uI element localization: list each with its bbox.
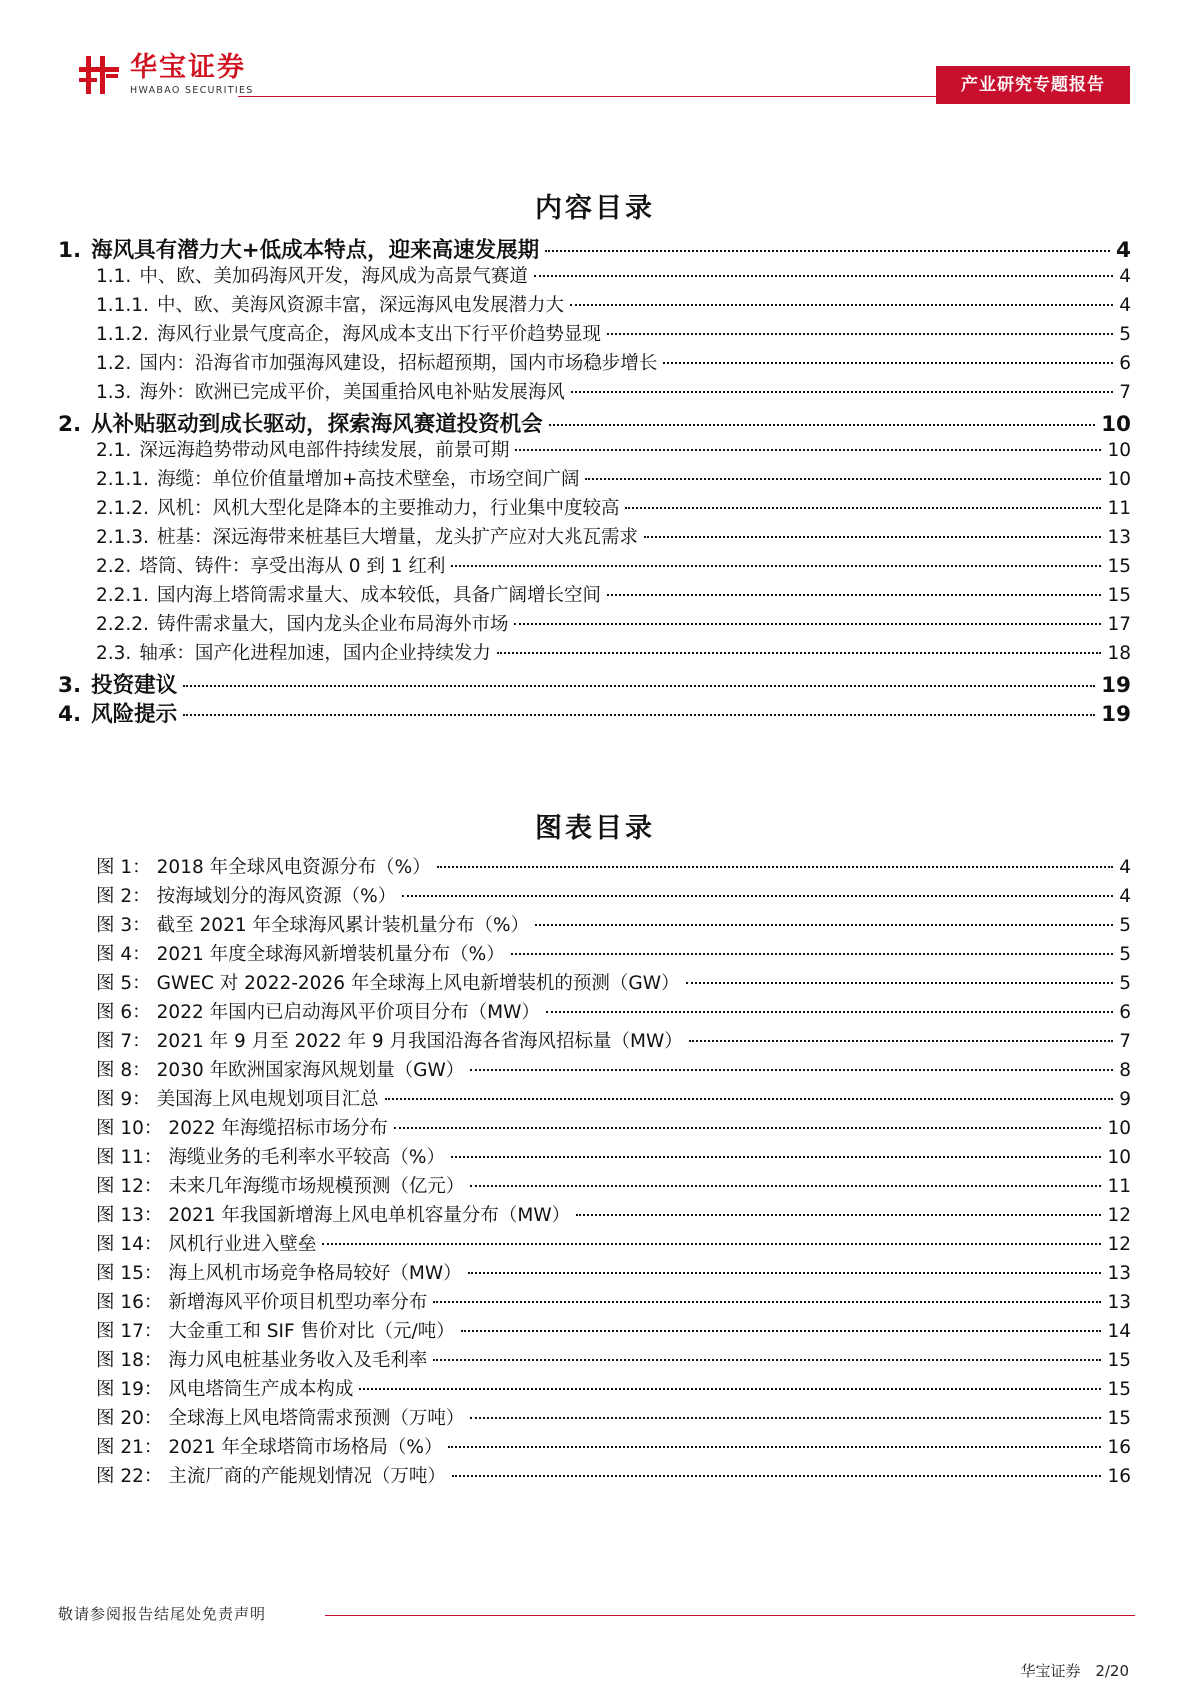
dot-leader: [689, 1040, 1113, 1042]
figure-entry[interactable]: [96, 1230, 1131, 1256]
entry-number: 图 9：: [96, 1089, 151, 1110]
entry-page-number: 13: [1107, 1263, 1131, 1284]
toc-entry[interactable]: [96, 610, 1131, 636]
entry-title: 2030 年欧洲国家海风规划量（GW）: [156, 1060, 465, 1081]
toc-entry[interactable]: [96, 639, 1131, 665]
entry-title: 国内：沿海省市加强海风建设，招标超预期，国内市场稳步增长: [139, 353, 658, 374]
entry-page-number: 8: [1119, 1060, 1131, 1081]
entry-title: 海缆：单位价值量增加+高技术壁垒，市场空间广阔: [156, 469, 580, 490]
entry-page-number: 6: [1119, 353, 1131, 374]
entry-page-number: 15: [1107, 1379, 1131, 1400]
figure-entry[interactable]: [96, 1172, 1131, 1198]
entry-number: 1.: [58, 238, 82, 263]
entry-page-number: 10: [1101, 412, 1131, 437]
entry-number: 1.1.: [96, 266, 132, 287]
entry-title: 海力风电桩基业务收入及毛利率: [168, 1350, 428, 1371]
entry-page-number: 7: [1119, 382, 1131, 403]
dot-leader: [625, 507, 1101, 509]
dot-leader: [183, 714, 1095, 716]
entry-number: 2.3.: [96, 643, 132, 664]
entry-number: 2.2.2.: [96, 614, 149, 635]
entry-page-number: 9: [1119, 1089, 1131, 1110]
entry-number: 图 21：: [96, 1437, 163, 1458]
entry-page-number: 4: [1119, 266, 1131, 287]
entry-number: 图 14：: [96, 1234, 163, 1255]
logo-name-cn: 华宝证券: [130, 52, 246, 83]
entry-number: 2.1.2.: [96, 498, 149, 519]
dot-leader: [385, 1098, 1114, 1100]
entry-title: 国内海上塔筒需求量大、成本较低，具备广阔增长空间: [156, 585, 601, 606]
figure-entry[interactable]: [96, 1201, 1131, 1227]
entry-number: 图 8：: [96, 1060, 151, 1081]
entry-title: 2018 年全球风电资源分布（%）: [156, 857, 431, 878]
dot-leader: [686, 982, 1114, 984]
toc-entry[interactable]: [58, 668, 1131, 699]
entry-page-number: 15: [1107, 556, 1131, 577]
entry-title: 海风行业景气度高企，海风成本支出下行平价趋势显现: [156, 324, 601, 345]
entry-page-number: 11: [1107, 1176, 1131, 1197]
entry-title: 海外：欧洲已完成平价，美国重拾风电补贴发展海风: [139, 382, 565, 403]
disclaimer-note: 敬请参阅报告结尾处免责声明: [58, 1605, 267, 1623]
entry-number: 图 2：: [96, 886, 151, 907]
figure-entry[interactable]: [96, 1317, 1131, 1343]
entry-page-number: 12: [1107, 1234, 1131, 1255]
dot-leader: [546, 1011, 1113, 1013]
toc-entry[interactable]: [96, 291, 1131, 317]
entry-title: 风电塔筒生产成本构成: [168, 1379, 354, 1400]
dot-leader: [514, 623, 1101, 625]
toc-entry[interactable]: [96, 552, 1131, 578]
toc-entry[interactable]: [96, 349, 1131, 375]
entry-title: 按海域划分的海风资源（%）: [156, 886, 397, 907]
entry-number: 图 10：: [96, 1118, 163, 1139]
figure-entry[interactable]: [96, 1462, 1131, 1488]
entry-page-number: 19: [1101, 702, 1131, 727]
dot-leader: [545, 250, 1110, 252]
footer-company: 华宝证券: [1020, 1662, 1081, 1680]
entry-number: 图 7：: [96, 1031, 151, 1052]
dot-leader: [433, 1301, 1101, 1303]
entry-page-number: 14: [1107, 1321, 1131, 1342]
entry-title: 轴承：国产化进程加速，国内企业持续发力: [139, 643, 491, 664]
entry-title: 2021 年度全球海风新增装机量分布（%）: [156, 944, 505, 965]
toc-entry[interactable]: [96, 581, 1131, 607]
dot-leader: [448, 1446, 1101, 1448]
entry-title: 截至 2021 年全球海风累计装机量分布（%）: [156, 915, 530, 936]
entry-number: 图 6：: [96, 1002, 151, 1023]
toc-entry[interactable]: [58, 407, 1131, 438]
figure-entry[interactable]: [96, 1114, 1131, 1140]
entry-title: 中、欧、美加码海风开发，海风成为高景气赛道: [139, 266, 528, 287]
entry-page-number: 11: [1107, 498, 1131, 519]
entry-number: 图 12：: [96, 1176, 163, 1197]
dot-leader: [433, 1359, 1101, 1361]
entry-number: 3.: [58, 673, 82, 698]
report-type-badge: 产业研究专题报告: [936, 66, 1130, 104]
entry-title: 铸件需求量大，国内龙头企业布局海外市场: [156, 614, 509, 635]
figure-entry[interactable]: [96, 1085, 1131, 1111]
entry-page-number: 13: [1107, 1292, 1131, 1313]
entry-number: 图 4：: [96, 944, 151, 965]
page-header: [0, 0, 1190, 110]
dot-leader: [570, 304, 1113, 306]
toc-entry[interactable]: [58, 697, 1131, 728]
entry-title: 新增海风平价项目机型功率分布: [168, 1292, 428, 1313]
entry-number: 图 3：: [96, 915, 151, 936]
entry-page-number: 19: [1101, 673, 1131, 698]
dot-leader: [534, 275, 1113, 277]
figure-entry[interactable]: [96, 1346, 1131, 1372]
entry-page-number: 10: [1107, 469, 1131, 490]
dot-leader: [451, 1156, 1101, 1158]
figure-entry[interactable]: [96, 853, 1131, 879]
dot-leader: [470, 1069, 1113, 1071]
entry-number: 2.1.: [96, 440, 132, 461]
entry-number: 2.2.1.: [96, 585, 149, 606]
entry-page-number: 5: [1119, 973, 1131, 994]
dot-leader: [644, 536, 1101, 538]
toc-entry[interactable]: [96, 436, 1131, 462]
entry-page-number: 4: [1119, 857, 1131, 878]
entry-page-number: 5: [1119, 944, 1131, 965]
entry-title: 投资建议: [91, 673, 178, 698]
entry-number: 图 22：: [96, 1466, 163, 1487]
dot-leader: [183, 685, 1095, 687]
entry-title: 海缆业务的毛利率水平较高（%）: [168, 1147, 446, 1168]
entry-number: 图 11：: [96, 1147, 163, 1168]
entry-page-number: 18: [1107, 643, 1131, 664]
dot-leader: [468, 1272, 1102, 1274]
company-logo: [76, 52, 254, 102]
dot-leader: [571, 391, 1113, 393]
entry-title: 2021 年全球塔筒市场格局（%）: [168, 1437, 443, 1458]
entry-number: 2.: [58, 412, 82, 437]
entry-title: 主流厂商的产能规划情况（万吨）: [168, 1466, 446, 1487]
entry-page-number: 4: [1119, 295, 1131, 316]
entry-page-number: 13: [1107, 527, 1131, 548]
dot-leader: [451, 565, 1101, 567]
toc-title: 内容目录: [535, 193, 655, 224]
entry-number: 图 13：: [96, 1205, 163, 1226]
figure-entry[interactable]: [96, 882, 1131, 908]
entry-number: 2.1.3.: [96, 527, 149, 548]
entry-title: 深远海趋势带动风电部件持续发展，前景可期: [139, 440, 510, 461]
entry-page-number: 5: [1119, 915, 1131, 936]
dot-leader: [549, 424, 1095, 426]
dot-leader: [511, 953, 1114, 955]
entry-title: 2021 年 9 月至 2022 年 9 月我国沿海各省海风招标量（MW）: [156, 1031, 683, 1052]
figure-entry[interactable]: [96, 1143, 1131, 1169]
entry-title: 海上风机市场竞争格局较好（MW）: [168, 1263, 462, 1284]
dot-leader: [515, 449, 1101, 451]
entry-page-number: 5: [1119, 324, 1131, 345]
entry-number: 图 18：: [96, 1350, 163, 1371]
header-divider: [238, 96, 938, 97]
entry-title: 海风具有潜力大+低成本特点，迎来高速发展期: [91, 238, 540, 263]
toc-entry[interactable]: [96, 320, 1131, 346]
entry-number: 图 5：: [96, 973, 151, 994]
entry-number: 图 20：: [96, 1408, 163, 1429]
figure-entry[interactable]: [96, 940, 1131, 966]
entry-number: 4.: [58, 702, 82, 727]
dot-leader: [497, 652, 1102, 654]
entry-page-number: 10: [1107, 440, 1131, 461]
figure-entry[interactable]: [96, 911, 1131, 937]
entry-number: 图 16：: [96, 1292, 163, 1313]
dot-leader: [576, 1214, 1101, 1216]
entry-title: 风险提示: [91, 702, 178, 727]
dot-leader: [607, 333, 1113, 335]
logo-mark-icon: [76, 52, 122, 98]
figure-entry[interactable]: [96, 1027, 1131, 1053]
entry-page-number: 17: [1107, 614, 1131, 635]
entry-page-number: 15: [1107, 585, 1131, 606]
entry-title: 2022 年国内已启动海风平价项目分布（MW）: [156, 1002, 540, 1023]
dot-leader: [394, 1127, 1102, 1129]
entry-page-number: 4: [1119, 886, 1131, 907]
entry-page-number: 10: [1107, 1147, 1131, 1168]
entry-title: 大金重工和 SIF 售价对比（元/吨）: [168, 1321, 455, 1342]
dot-leader: [437, 866, 1114, 868]
entry-title: 未来几年海缆市场规模预测（亿元）: [168, 1176, 465, 1197]
toc-entry[interactable]: [96, 523, 1131, 549]
footer-divider: [325, 1615, 1135, 1616]
dot-leader: [607, 594, 1101, 596]
entry-title: 2021 年我国新增海上风电单机容量分布（MW）: [168, 1205, 571, 1226]
dot-leader: [585, 478, 1101, 480]
footer-info: [1011, 1660, 1129, 1681]
figures-title: 图表目录: [535, 813, 655, 844]
dot-leader: [359, 1388, 1101, 1390]
dot-leader: [461, 1330, 1102, 1332]
dot-leader: [663, 362, 1113, 364]
entry-title: 中、欧、美海风资源丰富，深远海风电发展潜力大: [156, 295, 564, 316]
entry-title: GWEC 对 2022-2026 年全球海上风电新增装机的预测（GW）: [156, 973, 680, 994]
figure-entry[interactable]: [96, 998, 1131, 1024]
entry-number: 1.2.: [96, 353, 132, 374]
toc-entry[interactable]: [96, 378, 1131, 404]
toc-entry[interactable]: [96, 262, 1131, 288]
page-number: 2/20: [1095, 1662, 1129, 1680]
entry-number: 图 19：: [96, 1379, 163, 1400]
figure-entry[interactable]: [96, 1288, 1131, 1314]
entry-number: 1.1.1.: [96, 295, 149, 316]
dot-leader: [402, 895, 1113, 897]
entry-number: 图 1：: [96, 857, 151, 878]
entry-title: 塔筒、铸件：享受出海从 0 到 1 红利: [139, 556, 446, 577]
entry-title: 桩基：深远海带来桩基巨大增量，龙头扩产应对大兆瓦需求: [156, 527, 638, 548]
entry-number: 图 15：: [96, 1263, 163, 1284]
entry-page-number: 12: [1107, 1205, 1131, 1226]
entry-page-number: 10: [1107, 1118, 1131, 1139]
entry-number: 1.1.2.: [96, 324, 149, 345]
entry-title: 风机：风机大型化是降本的主要推动力，行业集中度较高: [156, 498, 620, 519]
dot-leader: [470, 1417, 1101, 1419]
dot-leader: [452, 1475, 1102, 1477]
figure-entry[interactable]: [96, 1404, 1131, 1430]
entry-page-number: 16: [1107, 1437, 1131, 1458]
entry-title: 风机行业进入壁垒: [168, 1234, 317, 1255]
toc-entry[interactable]: [96, 494, 1131, 520]
entry-number: 2.1.1.: [96, 469, 149, 490]
toc-entry[interactable]: [58, 233, 1131, 264]
entry-title: 2022 年海缆招标市场分布: [168, 1118, 388, 1139]
figure-entry[interactable]: [96, 1433, 1131, 1459]
entry-page-number: 15: [1107, 1408, 1131, 1429]
dot-leader: [470, 1185, 1101, 1187]
entry-page-number: 6: [1119, 1002, 1131, 1023]
dot-leader: [535, 924, 1113, 926]
figure-entry[interactable]: [96, 1375, 1131, 1401]
entry-title: 全球海上风电塔筒需求预测（万吨）: [168, 1408, 465, 1429]
entry-page-number: 7: [1119, 1031, 1131, 1052]
logo-name-en: HWABAO SECURITIES: [130, 85, 254, 96]
dot-leader: [322, 1243, 1101, 1245]
figure-entry[interactable]: [96, 1056, 1131, 1082]
entry-page-number: 4: [1116, 238, 1131, 263]
figure-entry[interactable]: [96, 1259, 1131, 1285]
entry-title: 从补贴驱动到成长驱动，探索海风赛道投资机会: [91, 412, 543, 437]
entry-number: 1.3.: [96, 382, 132, 403]
entry-page-number: 16: [1107, 1466, 1131, 1487]
toc-entry[interactable]: [96, 465, 1131, 491]
entry-number: 2.2.: [96, 556, 132, 577]
entry-page-number: 15: [1107, 1350, 1131, 1371]
entry-title: 美国海上风电规划项目汇总: [156, 1089, 379, 1110]
figure-entry[interactable]: [96, 969, 1131, 995]
entry-number: 图 17：: [96, 1321, 163, 1342]
